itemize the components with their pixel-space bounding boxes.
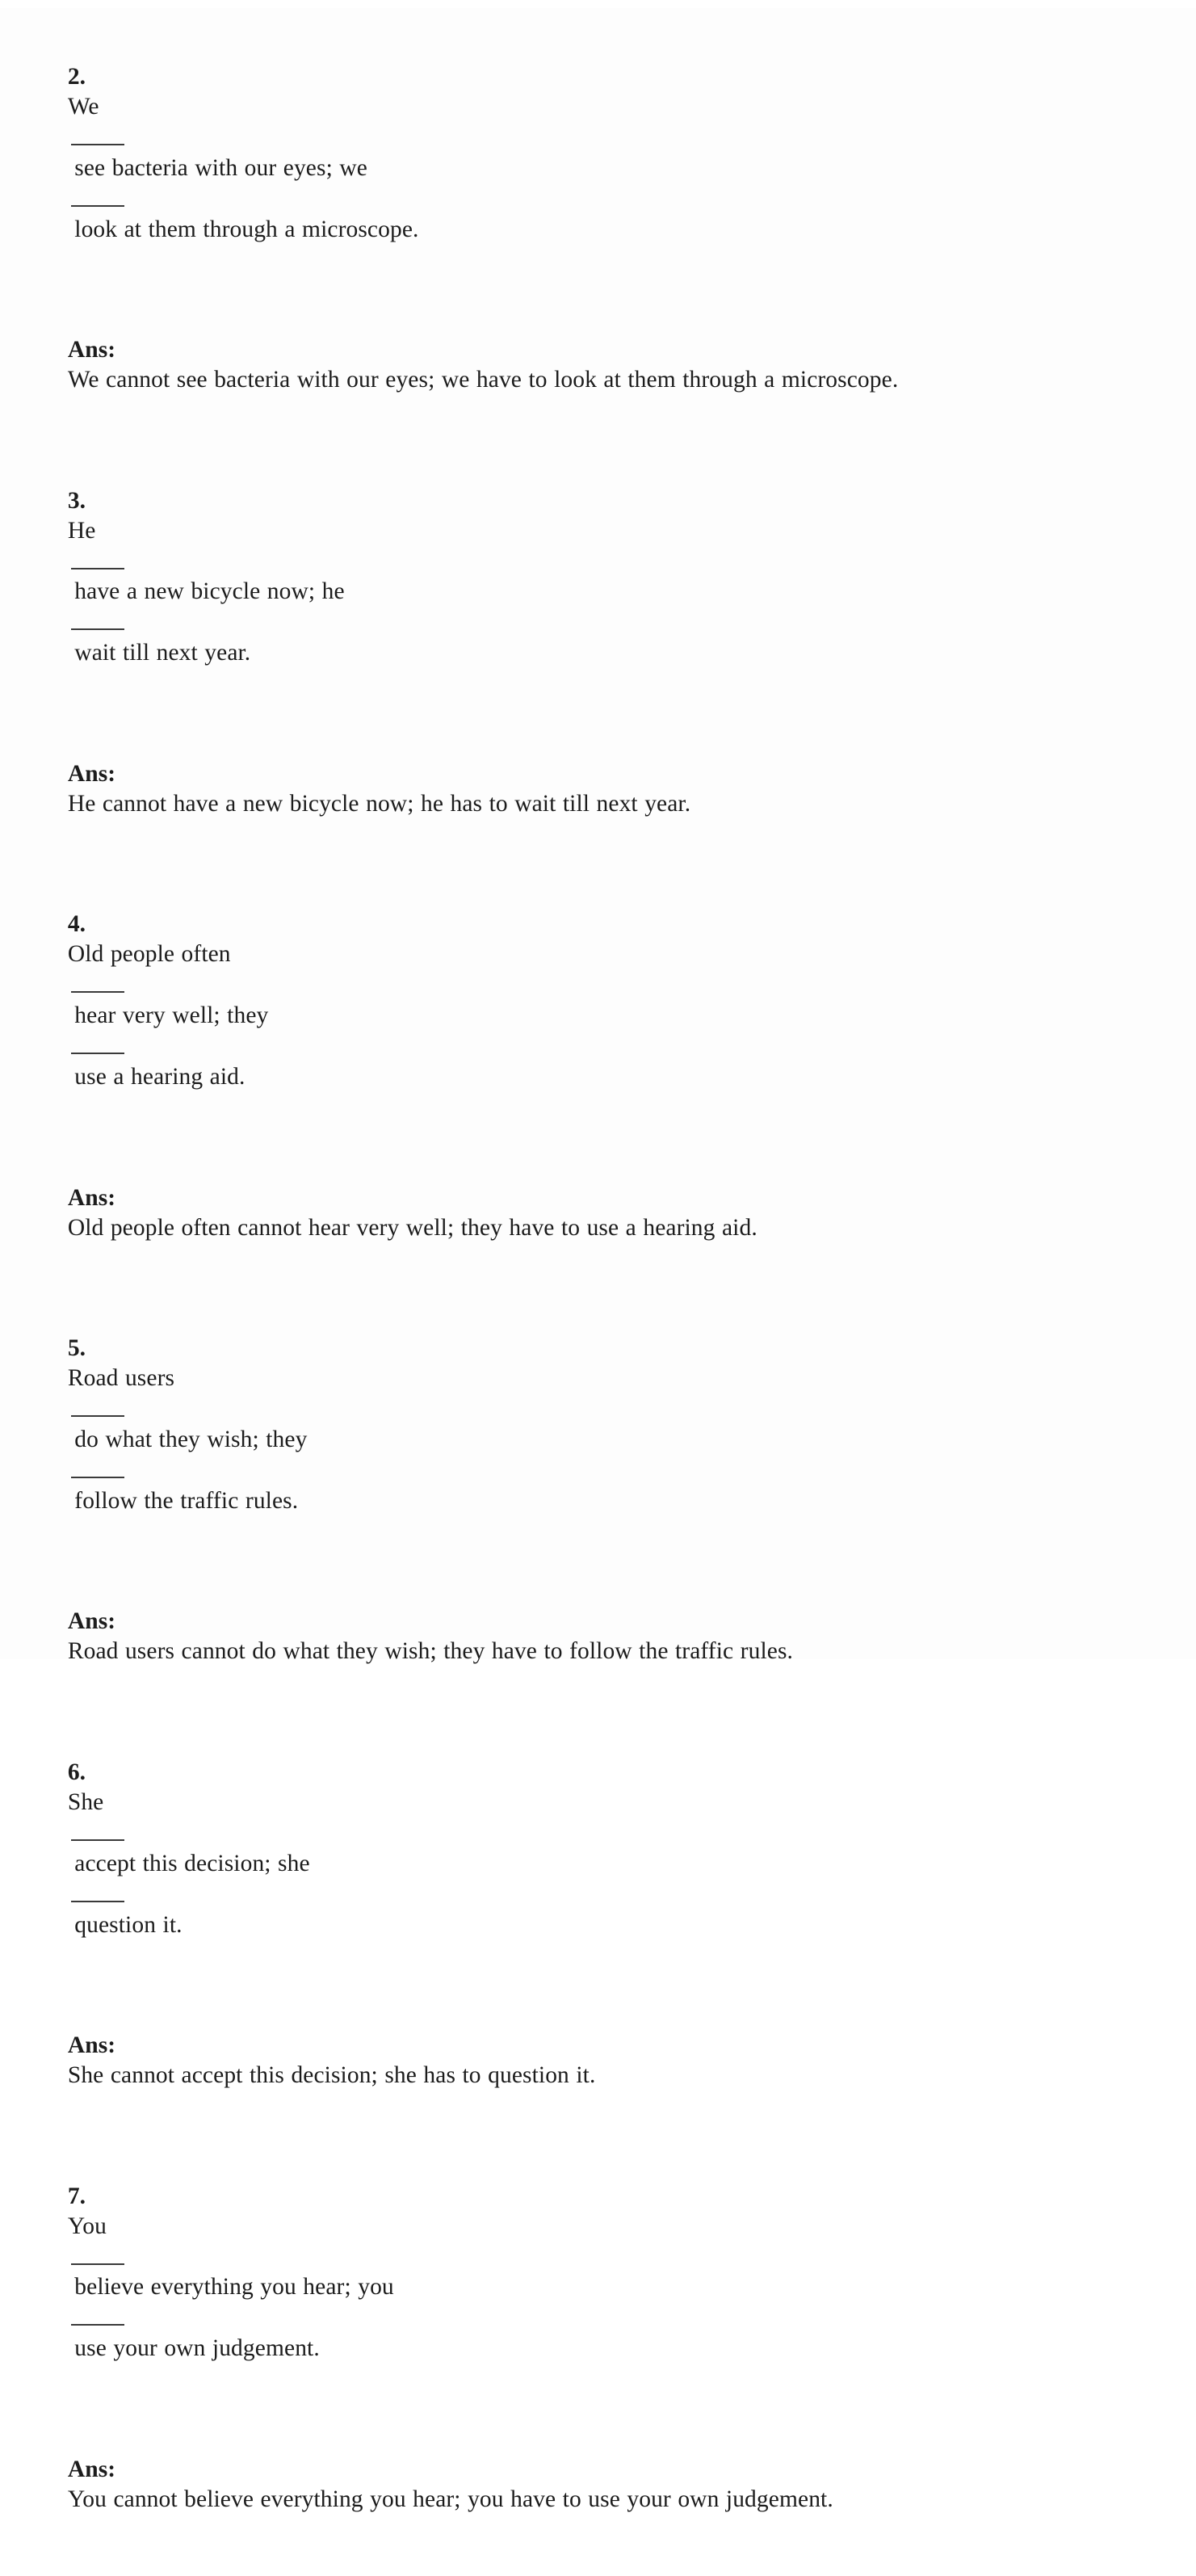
answer-label: Ans: bbox=[67, 2032, 116, 2059]
answer-label: Ans: bbox=[67, 1184, 116, 1211]
blank-field[interactable] bbox=[71, 2302, 124, 2326]
question-line bbox=[6, 1728, 1190, 1969]
question-text-part-2: have a new bicycle now; he bbox=[67, 578, 352, 605]
question-text-part-1: Old people often bbox=[67, 941, 238, 968]
question-line bbox=[6, 1304, 1190, 1545]
blank-field[interactable] bbox=[71, 1031, 124, 1054]
blank-field[interactable] bbox=[71, 969, 124, 993]
qa-block bbox=[6, 32, 1190, 425]
question-line bbox=[6, 32, 1190, 274]
question-text-part-3: wait till next year. bbox=[67, 640, 251, 666]
blank-field[interactable] bbox=[71, 1455, 124, 1478]
question-number: 7. bbox=[67, 2183, 86, 2209]
question-text-part-2: hear very well; they bbox=[67, 1002, 275, 1029]
question-number: 6. bbox=[67, 1759, 86, 1785]
answer-text: She cannot accept this decision; she has to question it. bbox=[67, 2062, 596, 2088]
page-top-margin bbox=[0, 0, 1196, 8]
answer-label: Ans: bbox=[67, 760, 116, 787]
answer-line bbox=[6, 729, 1190, 849]
question-number: 2. bbox=[67, 63, 86, 90]
answer-line bbox=[6, 1578, 1190, 1697]
answer-line bbox=[6, 305, 1190, 425]
qa-block bbox=[6, 2152, 1190, 2544]
qa-block bbox=[6, 456, 1190, 849]
qa-block bbox=[6, 1304, 1190, 1696]
question-text-part-3: question it. bbox=[67, 1911, 183, 1938]
answer-line bbox=[6, 2001, 1190, 2120]
question-number: 5. bbox=[67, 1335, 86, 1362]
question-line bbox=[6, 2152, 1190, 2393]
answer-text: He cannot have a new bicycle now; he has to wait till next year. bbox=[67, 790, 691, 817]
blank-field[interactable] bbox=[71, 1393, 124, 1417]
answer-text: We cannot see bacteria with our eyes; we have to look at them through a microscope. bbox=[67, 367, 899, 393]
question-text-part-3: look at them through a microscope. bbox=[67, 216, 419, 242]
question-text-part-3: use your own judgement. bbox=[67, 2335, 320, 2362]
question-line bbox=[6, 456, 1190, 698]
question-number: 3. bbox=[67, 487, 86, 514]
question-text-part-1: You bbox=[67, 2213, 114, 2239]
answer-text: You cannot believe everything you hear; you have to use your own judgement. bbox=[67, 2486, 833, 2512]
question-number: 4. bbox=[67, 911, 86, 938]
question-line bbox=[6, 880, 1190, 1122]
answer-line bbox=[6, 2425, 1190, 2544]
question-text-part-3: use a hearing aid. bbox=[67, 1064, 245, 1090]
blank-field[interactable] bbox=[71, 122, 124, 145]
question-text-part-2: do what they wish; they bbox=[67, 1426, 314, 1452]
answer-label: Ans: bbox=[67, 337, 116, 363]
question-text-part-1: He bbox=[67, 517, 103, 544]
blank-field[interactable] bbox=[71, 545, 124, 569]
answer-text: Old people often cannot hear very well; they have to use a hearing aid. bbox=[67, 1214, 757, 1241]
question-text-part-1: She bbox=[67, 1788, 111, 1815]
blank-field[interactable] bbox=[71, 1879, 124, 1902]
answer-label: Ans: bbox=[67, 2456, 116, 2482]
question-text-part-2: believe everything you hear; you bbox=[67, 2274, 401, 2301]
qa-block bbox=[6, 1728, 1190, 2120]
answer-label: Ans: bbox=[67, 1608, 116, 1635]
blank-field[interactable] bbox=[71, 2241, 124, 2264]
answer-line bbox=[6, 1154, 1190, 1273]
qa-block bbox=[6, 880, 1190, 1273]
question-text-part-3: follow the traffic rules. bbox=[67, 1487, 299, 1514]
question-text-part-1: Road users bbox=[67, 1365, 182, 1391]
document-content bbox=[0, 32, 1196, 2576]
blank-field[interactable] bbox=[71, 183, 124, 207]
question-text-part-2: see bacteria with our eyes; we bbox=[67, 154, 375, 181]
answer-text: Road users cannot do what they wish; they have to follow the traffic rules. bbox=[67, 1638, 793, 1665]
question-text-part-2: accept this decision; she bbox=[67, 1850, 317, 1876]
question-text-part-1: We bbox=[67, 93, 107, 120]
blank-field[interactable] bbox=[71, 1817, 124, 1841]
blank-field[interactable] bbox=[71, 607, 124, 630]
